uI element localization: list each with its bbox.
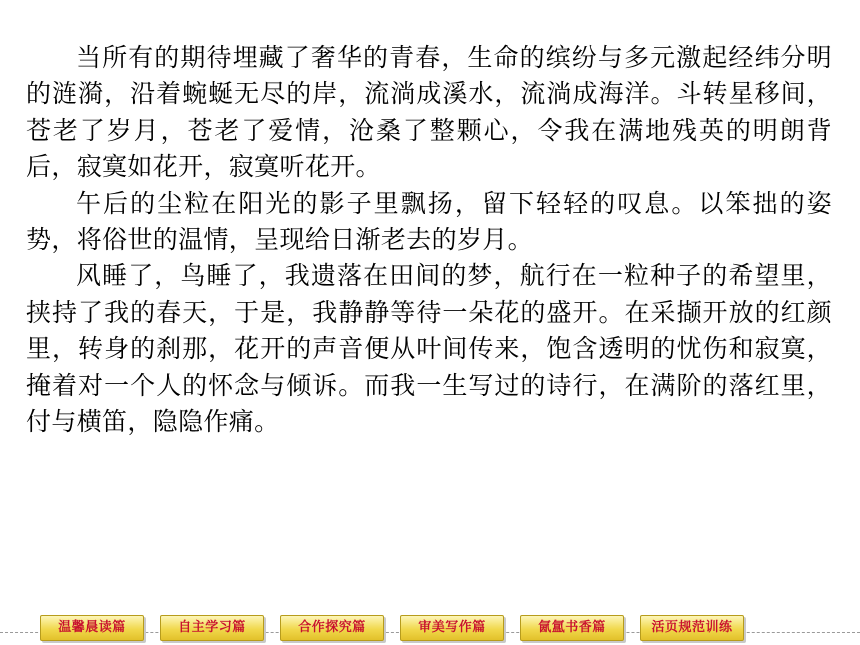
paragraph-2: 午后的尘粒在阳光的影子里飘扬，留下轻轻的叹息。以笨拙的姿势，将俗世的温情，呈现给日渐老去的岁月。 [26, 188, 832, 255]
nav-button-morning-reading[interactable]: 温馨晨读篇 [40, 615, 144, 641]
nav-button-self-study[interactable]: 自主学习篇 [160, 615, 264, 641]
bottom-nav-bar [0, 611, 860, 645]
nav-button-book-fragrance[interactable]: 氤氲书香篇 [520, 615, 624, 641]
slide-text-body [26, 40, 832, 440]
paragraph-3: 风睡了，鸟睡了，我遗落在田间的梦，航行在一粒种子的希望里，挟持了我的春天，于是，我静静等待一朵花的盛开。在采撷开放的红颜里，转身的刹那，花开的声音便从叶间传来，饱含透明的忧伤和寂寞，掩着对一个人的怀念与倾诉。而我一生写过的诗行，在满阶的落红里，付与横笛，隐隐作痛。 [26, 261, 832, 437]
paragraph-1: 当所有的期待埋藏了奢华的青春，生命的缤纷与多元激起经纬分明的涟漪，沿着蜿蜒无尽的岸，流淌成溪水，流淌成海洋。斗转星移间，苍老了岁月，苍老了爱情，沧桑了整颗心，令我在满地残英的明朗背后，寂寞如花开，寂寞听花开。 [26, 43, 832, 182]
nav-button-loose-leaf-training[interactable]: 活页规范训练 [640, 615, 744, 641]
nav-button-aesthetic-writing[interactable]: 审美写作篇 [400, 615, 504, 641]
nav-button-cooperative-inquiry[interactable]: 合作探究篇 [280, 615, 384, 641]
nav-button-group [40, 615, 744, 641]
